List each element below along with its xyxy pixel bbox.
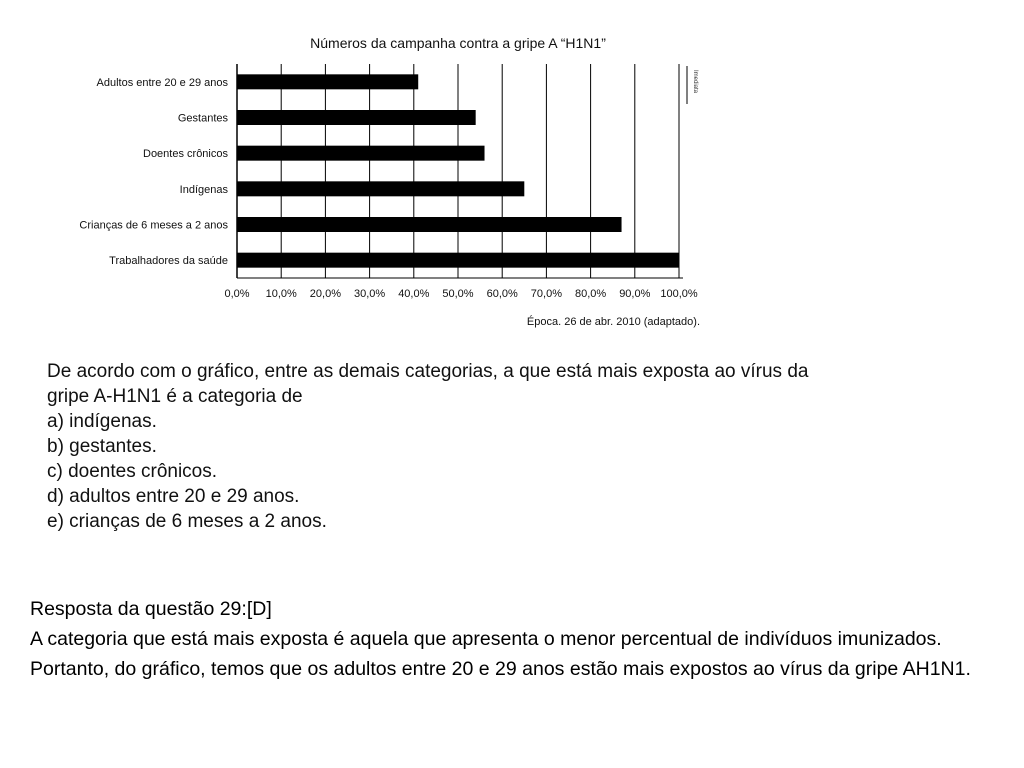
chart-title: Números da campanha contra a gripe A “H1N1” (310, 35, 606, 51)
x-tick-label: 60,0% (486, 288, 518, 300)
question-line: gripe A-H1N1 é a categoria de (47, 386, 303, 407)
x-tick-label: 30,0% (353, 288, 386, 300)
x-tick-label: 70,0% (530, 288, 563, 300)
x-tick-labels (224, 288, 697, 300)
bar-chart (0, 0, 1024, 340)
x-tick-label: 10,0% (265, 288, 297, 300)
category-label: Adultos entre 20 e 29 anos (96, 76, 228, 89)
option-d: d) adultos entre 20 e 29 anos. (47, 486, 300, 507)
chart-source: Época. 26 de abr. 2010 (adaptado). (526, 316, 700, 328)
bar (237, 181, 524, 196)
side-label: Imediata (692, 70, 698, 94)
bar (237, 74, 418, 89)
category-label: Indígenas (179, 183, 228, 196)
answer (30, 594, 1005, 684)
answer-heading: Resposta da questão 29:[D] (30, 598, 272, 620)
x-tick-label: 50,0% (442, 288, 474, 300)
option-a: a) indígenas. (47, 411, 157, 432)
category-label: Gestantes (177, 112, 228, 125)
option-b: b) gestantes. (47, 436, 157, 457)
bar (237, 253, 679, 268)
category-label: Trabalhadores da saúde (109, 255, 228, 268)
category-label: Crianças de 6 meses a 2 anos (79, 219, 228, 232)
option-e: e) crianças de 6 meses a 2 anos. (47, 511, 327, 532)
x-tick-label: 90,0% (619, 288, 651, 300)
bar (237, 217, 622, 232)
x-tick-label: 40,0% (398, 288, 430, 300)
gridlines (281, 64, 679, 278)
bar (237, 146, 485, 161)
answer-body: A categoria que está mais exposta é aquela que apresenta o menor percentual de indivíduos imunizados. Portanto, do gráfico, temos que os adultos entre 20 e 29 anos estão mais expostos ao vírus da gripe AH1N1. (30, 628, 971, 680)
x-tick-label: 80,0% (574, 288, 607, 300)
x-tick-label: 20,0% (309, 288, 342, 300)
category-labels (79, 77, 228, 267)
x-tick-label: 100,0% (660, 288, 698, 300)
x-tick-label: 0,0% (224, 288, 250, 300)
option-c: c) doentes crônicos. (47, 461, 218, 482)
category-label: Doentes crônicos (143, 148, 228, 161)
bar (237, 110, 476, 125)
question-line: De acordo com o gráfico, entre as demais categorias, a que está mais exposta ao vírus da (47, 361, 809, 382)
question (47, 359, 947, 534)
